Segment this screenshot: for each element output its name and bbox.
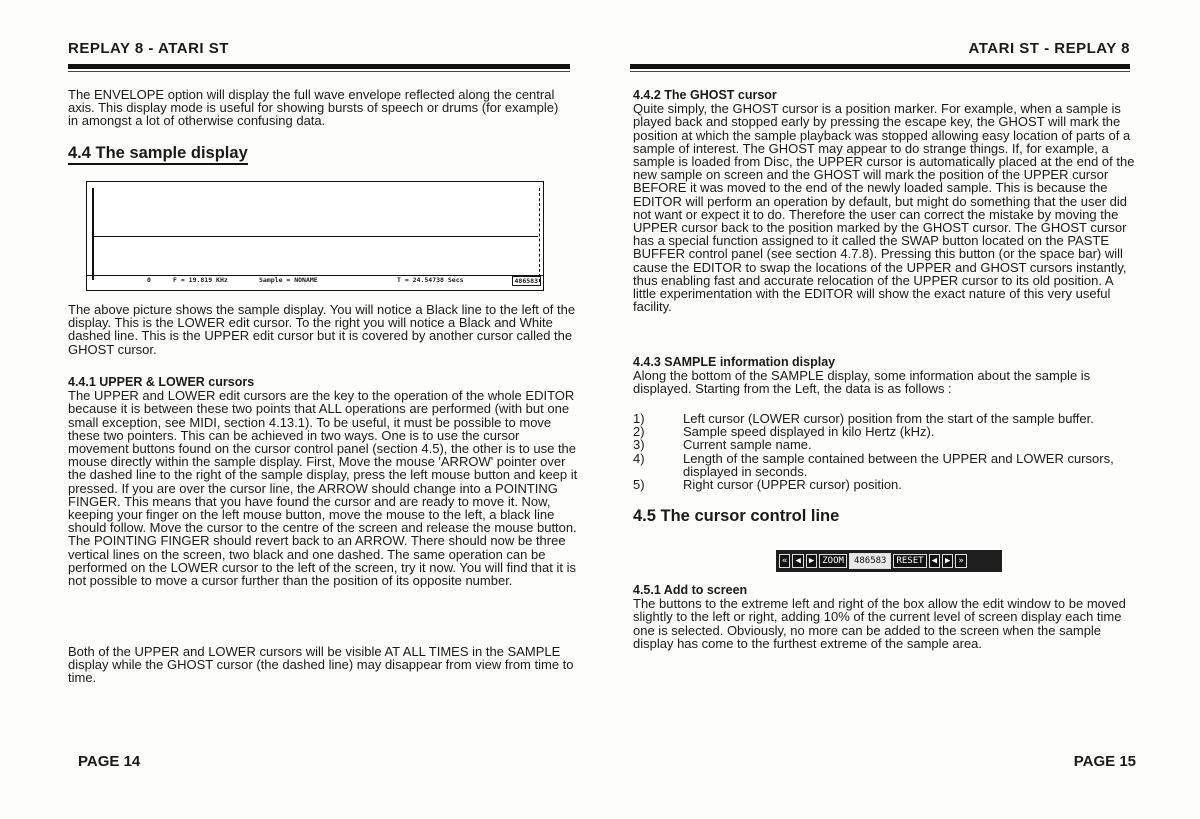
info-display-text: Along the bottom of the SAMPLE display, some information about the sample is displayed. Starting from the Left, the data is as follows : — [633, 368, 1091, 397]
reset-button[interactable]: RESET — [893, 554, 926, 568]
list-item — [633, 438, 1136, 451]
info-list — [633, 412, 1136, 491]
right-arrow-icon: ▶ — [944, 556, 951, 566]
section-title: 4.4 The sample display — [68, 147, 248, 165]
item-text: Length of the sample contained between the UPPER and LOWER cursors, displayed in seconds. — [683, 450, 1114, 479]
item-text: Right cursor (UPPER cursor) position. — [683, 477, 902, 493]
right-arrow-icon: ▶ — [808, 556, 815, 566]
time-value: T = 24.54738 Secs — [397, 276, 464, 284]
subsection-title: 4.4.1 UPPER & LOWER cursors — [68, 375, 255, 389]
page-number-left: PAGE 14 — [78, 753, 141, 770]
subsection-title: 4.5.1 Add to screen — [633, 583, 748, 597]
section-4-5-1 — [633, 584, 1136, 650]
intro-paragraph — [68, 88, 572, 128]
item-number: 4) — [633, 450, 645, 466]
right-page — [600, 0, 1200, 819]
double-left-arrow-icon: « — [782, 556, 788, 566]
sample-status-bar — [87, 274, 543, 288]
section-4-4-2 — [633, 89, 1136, 313]
item-number: 1) — [633, 411, 645, 426]
envelope-text: The ENVELOPE option will display the full wave envelope reflected along the central axis. This display mode is useful for showing bursts of speech or drums (for example) in amongst a lot of otherwise confusing data. — [68, 87, 559, 129]
page-number-right: PAGE 15 — [1073, 753, 1136, 770]
running-header-left: REPLAY 8 - ATARI ST — [68, 40, 229, 57]
subsection-title: 4.4.2 The GHOST cursor — [633, 88, 777, 102]
move-left-button[interactable] — [792, 554, 803, 568]
ghost-cursor-text: Quite simply, the GHOST cursor is a position marker. For example, when a sample is played back and stopped early by pressing the escape key, the GHOST will mark the position at which the sample playback was stopped allowing easy location of parts of a sample of interest. The GHOST may appear to do strange things. If, for example, a sample is loaded from Disc, the UPPER cursor is automatically placed at the end of the new sample on screen and the GHOST will mark the position of the UPPER cursor BEFORE it was moved to the end of the newly loaded sample. This is because the EDITOR will perform an operation by default, but might do something that the user did not want or expect it to do. Therefore the user can correct the mistake by moving the UPPER cursor back to the position marked by the GHOST cursor. The GHOST cursor has a special function assigned to it called the SWAP button located on the PASTE BUFFER control panel (see section 4.7.8). Pressing this button (or the space bar) will cause the EDITOR to swap the locations of the UPPER and GHOST cursors instantly, thus enabling fast and accurate relocation of the UPPER cursor to its old position. A little experimentation with the EDITOR will show the exact nature of this very useful facility. — [633, 101, 1135, 315]
sample-display-figure — [86, 181, 544, 291]
add-right-screen-button[interactable] — [955, 554, 966, 568]
move-right-button[interactable] — [806, 554, 817, 568]
above-picture-text: The above picture shows the sample display. You will notice a Black line to the left of the display. This is the LOWER edit cursor. To the right you will notice a Black and White dashed line. This is the UPPER edit cursor but it is covered by another cursor called the GHOST cursor. — [68, 302, 576, 357]
section-4-4-1 — [68, 376, 578, 587]
move-left-upper-button[interactable] — [929, 554, 940, 568]
cursor-control-line — [776, 550, 1002, 572]
section-title: 4.5 The cursor control line — [633, 507, 840, 525]
upper-lower-text: The UPPER and LOWER edit cursors are the key to the operation of the whole EDITOR because it is between these two points that ALL operations are performed (with but one small exception, see MIDI, section 4.13.1). To be useful, it must be possible to move these two pointers. This can be achieved in two ways. One is to use the cursor movement buttons found on the cursor control panel (section 4.5), the other is to use the mouse directly within the sample display. First, Move the mouse 'ARROW' pointer over the dashed line to the right of the sample display, press the left mouse button and keep it pressed. If you are over the cursor line, the ARROW should change into a POINTING FINGER. This means that you have found the cursor and are ready to move it. Now, keeping your finger on the left mouse button, move the mouse to the left, a black line should follow. Move the cursor to the centre of the screen and release the mouse button. The POINTING FINGER should revert back to an ARROW. There should now be three vertical lines on the screen, two black and one dashed. The same operation can be performed on the LOWER cursor to the left of the screen, try it now. You will find that it is not possible to move a cursor further than the position of its opposite number. — [68, 388, 578, 589]
move-right-upper-button[interactable] — [942, 554, 953, 568]
item-number: 5) — [633, 477, 645, 493]
header-rule-right — [630, 64, 1130, 69]
lower-cursor-line — [92, 188, 94, 280]
upper-ghost-cursor-line — [539, 188, 540, 282]
sample-name-value: Sample = NONAME — [259, 276, 318, 284]
section-4-4-heading — [68, 144, 572, 165]
upper-cursor-value: 486583 — [512, 276, 541, 286]
item-text: Current sample name. — [683, 437, 812, 453]
header-rule-left — [68, 64, 570, 69]
item-text: Left cursor (LOWER cursor) position from the start of the sample buffer. — [683, 411, 1094, 426]
subsection-title: 4.4.3 SAMPLE information display — [633, 355, 836, 369]
central-axis-line — [92, 236, 538, 237]
zoom-button[interactable]: ZOOM — [819, 554, 847, 568]
paragraph-above-picture — [68, 303, 578, 356]
item-number: 3) — [633, 437, 645, 453]
item-text: Sample speed displayed in kilo Hertz (kHz). — [683, 424, 935, 440]
header-rule-thin-right — [630, 71, 1130, 72]
frequency-value: F = 19.819 KHz — [173, 276, 228, 284]
header-rule-thin-left — [68, 71, 570, 72]
section-4-4-3 — [633, 356, 1136, 396]
position-display: 486583 — [849, 553, 892, 569]
double-right-arrow-icon: » — [958, 556, 964, 566]
left-arrow-icon: ◀ — [795, 556, 801, 566]
visibility-text: Both of the UPPER and LOWER cursors will be visible AT ALL TIMES in the SAMPLE display while the GHOST cursor (the dashed line) may disappear from view from time to time. — [68, 644, 574, 686]
running-header-right: ATARI ST - REPLAY 8 — [968, 40, 1130, 57]
left-arrow-icon: ◀ — [931, 556, 937, 566]
item-number: 2) — [633, 424, 645, 440]
section-4-4-1-cont — [68, 645, 578, 685]
lower-cursor-value: 0 — [147, 276, 151, 284]
list-item — [633, 478, 1136, 491]
list-item — [633, 452, 1136, 478]
section-4-5-heading — [633, 507, 1136, 525]
add-to-screen-text: The buttons to the extreme left and right of the box allow the edit window to be moved slightly to the left or right, adding 10% of the current level of screen display each time one is selected. Obviously, no more can be added to the screen when the sample display has come to the furthest extreme of the sample area. — [633, 596, 1126, 651]
add-left-screen-button[interactable] — [779, 554, 790, 568]
